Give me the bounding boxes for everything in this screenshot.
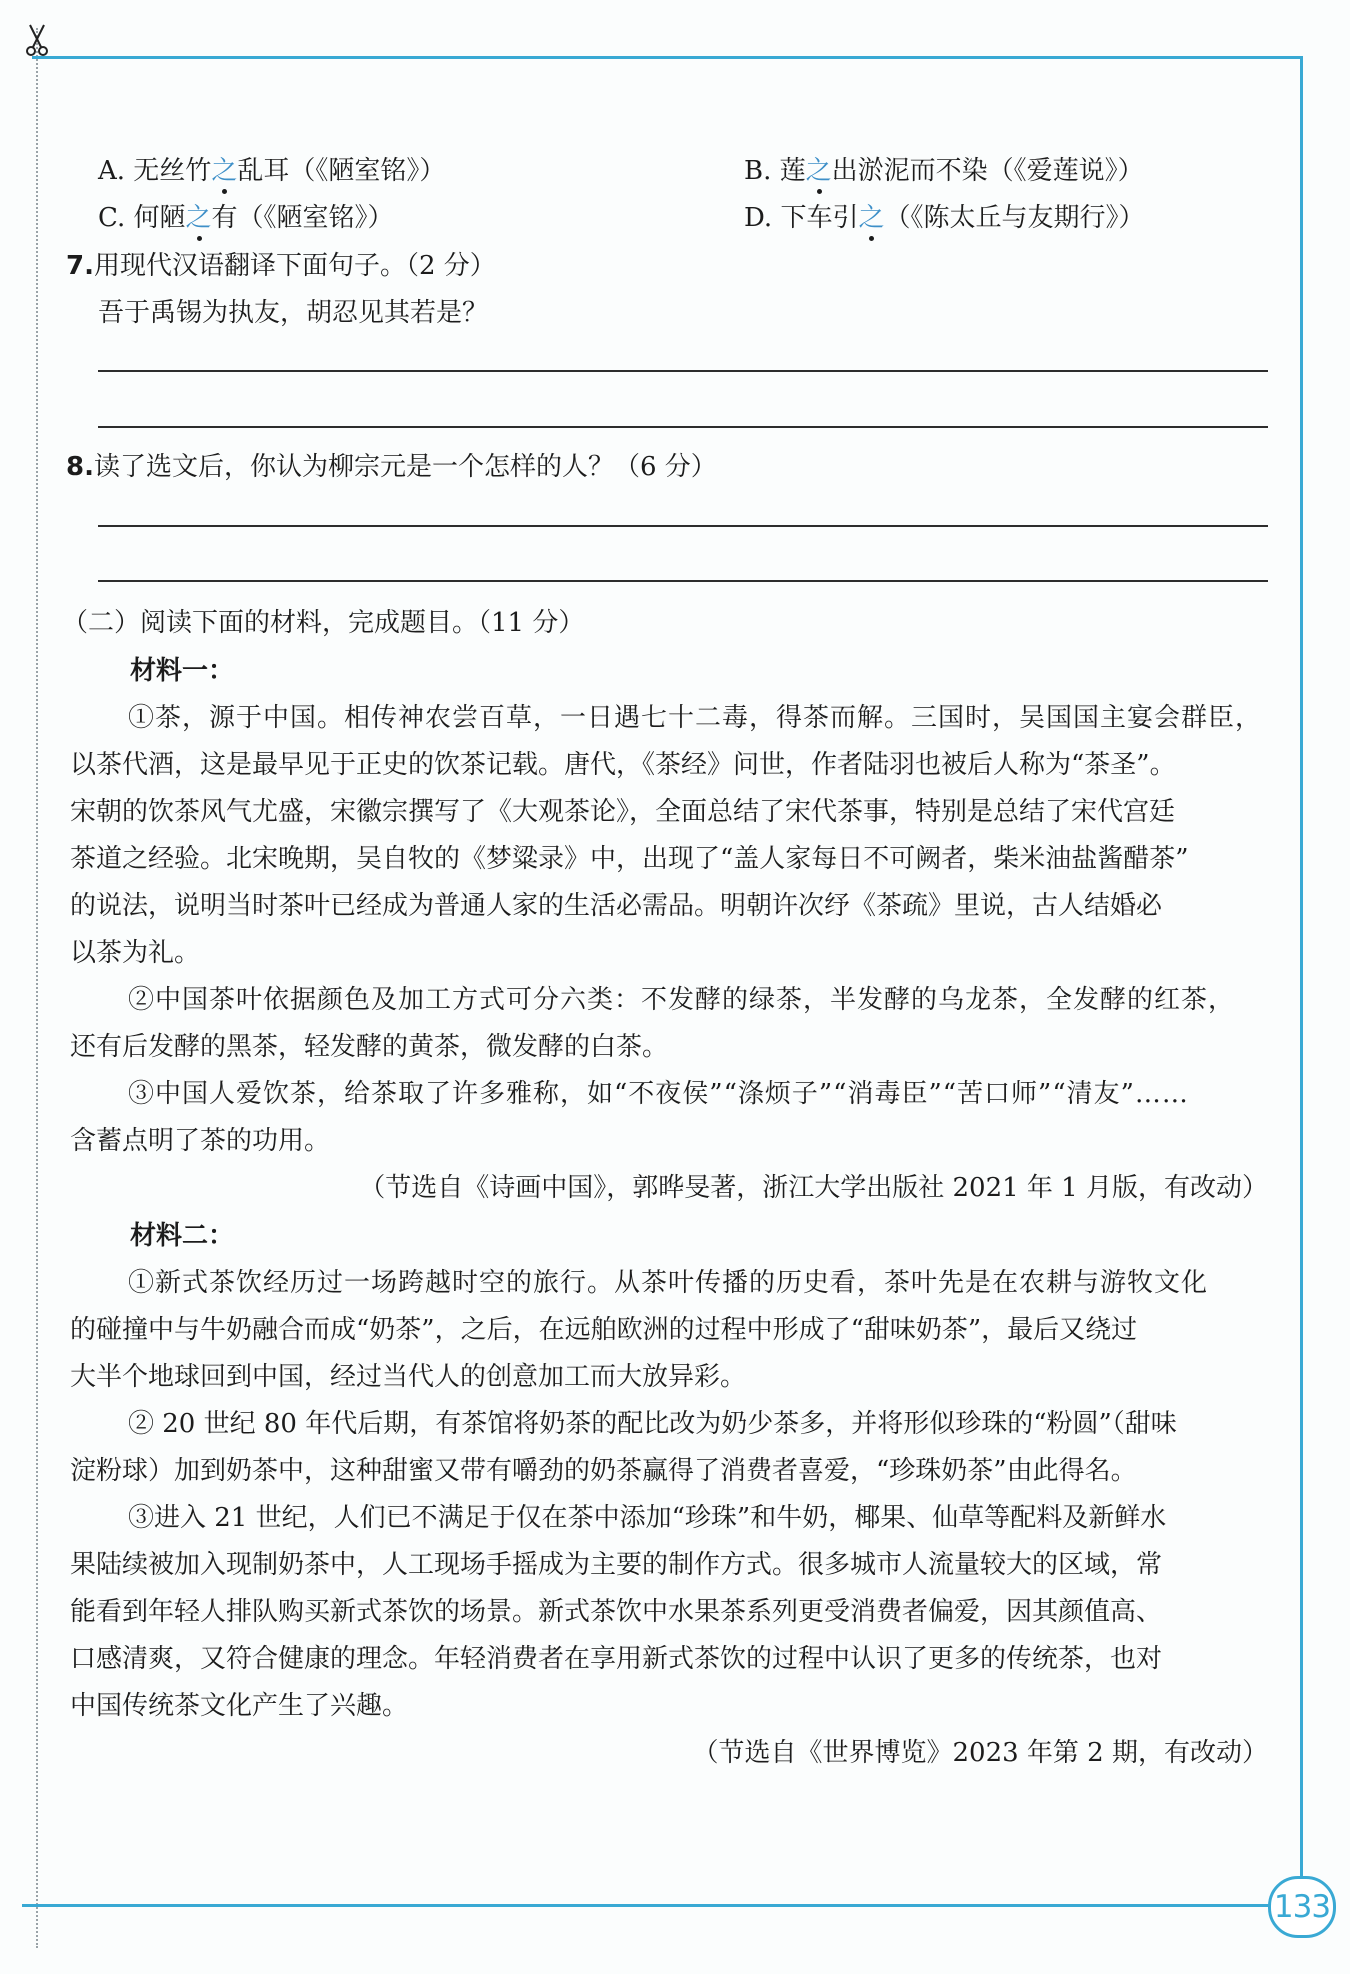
- question-8-number: 8.: [66, 452, 94, 482]
- option-a-key: 之: [211, 156, 238, 186]
- answer-line-q8-1[interactable]: [98, 525, 1268, 527]
- option-b-key: 之: [805, 156, 832, 186]
- material-1-line: 的说法，说明当时茶叶已经成为普通人家的生活必需品。明朝许次纾《茶疏》里说，古人结婚必: [70, 891, 1163, 921]
- material-1-line: ①茶，源于中国。相传神农尝百草，一日遇七十二毒，得茶而解。三国时，吴国国主宴会群臣，: [128, 703, 1263, 733]
- material-1-line: 还有后发酵的黑茶，轻发酵的黄茶，微发酵的白茶。: [70, 1032, 669, 1062]
- material-2-line: 淀粉球）加到奶茶中，这种甜蜜又带有嚼劲的奶茶赢得了消费者喜爱，“珍珠奶茶”由此得名。: [70, 1456, 1137, 1486]
- option-c: C. 何陋之有（《陋室铭》）: [98, 203, 394, 233]
- material-1-line: 宋朝的饮茶风气尤盛，宋徽宗撰写了《大观茶论》，全面总结了宋代茶事，特别是总结了宋代宫廷: [70, 797, 1176, 827]
- question-7-sentence: 吾于禹锡为执友，胡忍见其若是？: [98, 298, 489, 328]
- material-2-line: ①新式茶饮经历过一场跨越时空的旅行。从茶叶传播的历史看，茶叶先是在农耕与游牧文化: [128, 1268, 1209, 1298]
- material-2-line: 能看到年轻人排队购买新式茶饮的场景。新式茶饮中水果茶系列更受消费者偏爱，因其颜值高、: [70, 1597, 1163, 1627]
- section-2-heading: （二）阅读下面的材料，完成题目。（11 分）: [62, 608, 585, 638]
- answer-line-q8-2[interactable]: [98, 580, 1268, 582]
- material-2-line: ③进入 21 世纪，人们已不满足于仅在茶中添加“珍珠”和牛奶，椰果、仙草等配料及新鲜水: [128, 1503, 1167, 1533]
- material-2-label: 材料二：: [130, 1221, 235, 1251]
- scissors-icon: [22, 22, 52, 58]
- material-2-line: 口感清爽，又符合健康的理念。年轻消费者在享用新式茶饮的过程中认识了更多的传统茶，也对: [70, 1644, 1163, 1674]
- cut-line: [36, 28, 38, 1948]
- material-2-source: （节选自《世界博览》2023 年第 2 期，有改动）: [692, 1738, 1268, 1768]
- option-d-key: 之: [858, 203, 885, 233]
- material-1-line: ②中国茶叶依据颜色及加工方式可分六类：不发酵的绿茶，半发酵的乌龙茶，全发酵的红茶，: [128, 985, 1236, 1015]
- question-7-number: 7.: [66, 251, 94, 281]
- frame-bottom-border: [22, 1904, 1272, 1907]
- material-2-line: 大半个地球回到中国，经过当代人的创意加工而大放异彩。: [70, 1362, 747, 1392]
- question-8-text: 读了选文后，你认为柳宗元是一个怎样的人？（6 分）: [93, 452, 717, 482]
- frame-top-border: [32, 56, 1302, 59]
- answer-line-q7-2[interactable]: [98, 426, 1268, 428]
- option-c-key: 之: [185, 203, 212, 233]
- material-1-label: 材料一：: [130, 656, 235, 686]
- material-1-line: 含蓄点明了茶的功用。: [70, 1126, 331, 1156]
- answer-line-q7-1[interactable]: [98, 370, 1268, 372]
- material-2-line: 的碰撞中与牛奶融合而成“奶茶”，之后，在远舶欧洲的过程中形成了“甜味奶茶”，最后又绕过: [70, 1315, 1138, 1345]
- question-8: [66, 450, 717, 484]
- material-1-line: 以茶代酒，这是最早见于正史的饮茶记载。唐代，《茶经》问世，作者陆羽也被后人称为“茶圣”。: [70, 750, 1176, 780]
- material-2-line: 中国传统茶文化产生了兴趣。: [70, 1691, 409, 1721]
- page-number: 133: [1268, 1876, 1336, 1938]
- question-7: [66, 249, 496, 283]
- material-1-line: 以茶为礼。: [70, 938, 201, 968]
- material-1-line: 茶道之经验。北宋晚期，吴自牧的《梦粱录》中，出现了“盖人家每日不可阙者，柴米油盐酱醋茶”: [70, 844, 1189, 874]
- question-7-text: 用现代汉语翻译下面句子。（2 分）: [93, 251, 496, 281]
- option-a: A. 无丝竹之乱耳（《陋室铭》）: [98, 156, 446, 186]
- material-2-line: ② 20 世纪 80 年代后期，有茶馆将奶茶的配比改为奶少茶多，并将形似珍珠的“粉圆”（甜味: [128, 1409, 1177, 1439]
- option-b: B. 莲之出淤泥而不染（《爱莲说》）: [744, 156, 1144, 186]
- material-1-source: （节选自《诗画中国》，郭晔旻著，浙江大学出版社 2021 年 1 月版，有改动）: [359, 1173, 1268, 1203]
- frame-right-border: [1300, 56, 1303, 1894]
- material-1-line: ③中国人爱饮茶，给茶取了许多雅称，如“不夜侯”“涤烦子”“消毒臣”“苦口师”“清友”……: [128, 1079, 1189, 1109]
- material-2-line: 果陆续被加入现制奶茶中，人工现场手摇成为主要的制作方式。很多城市人流量较大的区域，常: [70, 1550, 1163, 1580]
- option-d: D. 下车引之（《陈太丘与友期行》）: [744, 203, 1145, 233]
